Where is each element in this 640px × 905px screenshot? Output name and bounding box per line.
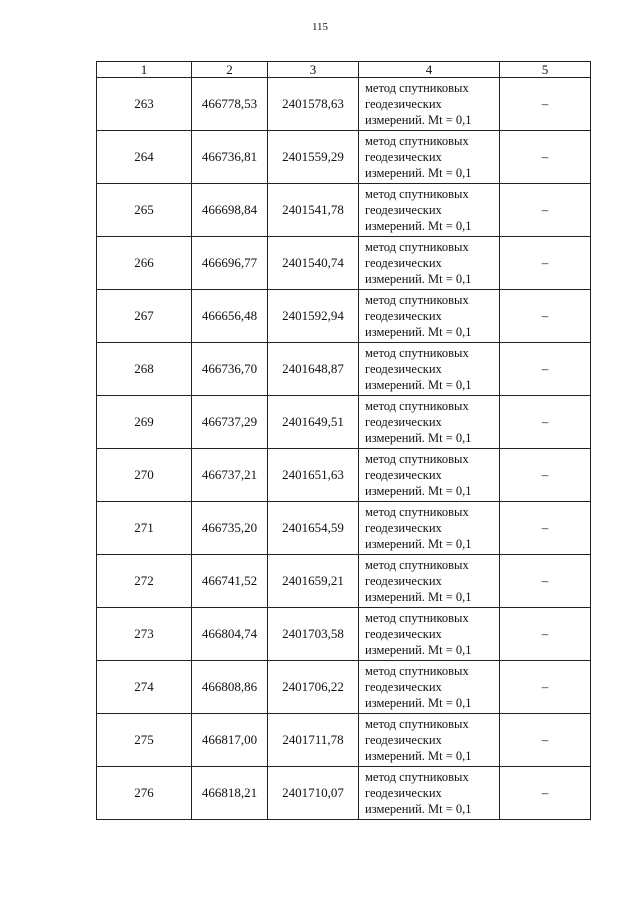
y-coordinate-cell: 2401651,63 — [268, 449, 359, 502]
page-number: 115 — [311, 21, 329, 33]
method-line: метод спутниковых — [365, 134, 469, 148]
method-line: измерений. Mt = 0,1 — [365, 378, 472, 392]
column-header: 2 — [192, 62, 268, 78]
x-coordinate-cell: 466817,00 — [192, 714, 268, 767]
method-line: метод спутниковых — [365, 664, 469, 678]
method-line: геодезических — [365, 733, 442, 747]
method-line: метод спутниковых — [365, 240, 469, 254]
method-line: измерений. Mt = 0,1 — [365, 219, 472, 233]
y-coordinate-cell: 2401540,74 — [268, 237, 359, 290]
method-cell — [359, 78, 500, 131]
method-line: геодезических — [365, 203, 442, 217]
method-cell — [359, 714, 500, 767]
note-cell: – — [500, 184, 591, 237]
method-cell — [359, 184, 500, 237]
method-line: метод спутниковых — [365, 558, 469, 572]
method-cell — [359, 396, 500, 449]
method-line: метод спутниковых — [365, 770, 469, 784]
note-cell: – — [500, 555, 591, 608]
point-number-cell: 269 — [97, 396, 192, 449]
method-line: геодезических — [365, 627, 442, 641]
x-coordinate-cell: 466736,70 — [192, 343, 268, 396]
method-cell — [359, 237, 500, 290]
y-coordinate-cell: 2401559,29 — [268, 131, 359, 184]
x-coordinate-cell: 466818,21 — [192, 767, 268, 820]
y-coordinate-cell: 2401710,07 — [268, 767, 359, 820]
y-coordinate-cell: 2401711,78 — [268, 714, 359, 767]
method-line: геодезических — [365, 256, 442, 270]
x-coordinate-cell: 466737,21 — [192, 449, 268, 502]
method-line: измерений. Mt = 0,1 — [365, 802, 472, 816]
table-row — [97, 449, 591, 502]
y-coordinate-cell: 2401654,59 — [268, 502, 359, 555]
point-number-cell: 273 — [97, 608, 192, 661]
method-cell — [359, 131, 500, 184]
y-coordinate-cell: 2401541,78 — [268, 184, 359, 237]
note-cell: – — [500, 78, 591, 131]
method-line: геодезических — [365, 97, 442, 111]
table-header-row — [97, 62, 591, 78]
y-coordinate-cell: 2401578,63 — [268, 78, 359, 131]
x-coordinate-cell: 466736,81 — [192, 131, 268, 184]
table-row — [97, 184, 591, 237]
x-coordinate-cell: 466804,74 — [192, 608, 268, 661]
method-line: измерений. Mt = 0,1 — [365, 113, 472, 127]
method-cell — [359, 661, 500, 714]
method-line: геодезических — [365, 521, 442, 535]
x-coordinate-cell: 466698,84 — [192, 184, 268, 237]
note-cell: – — [500, 290, 591, 343]
method-line: метод спутниковых — [365, 611, 469, 625]
note-cell: – — [500, 343, 591, 396]
table-row — [97, 131, 591, 184]
table-body — [97, 78, 591, 820]
method-line: геодезических — [365, 680, 442, 694]
method-cell — [359, 290, 500, 343]
table-row — [97, 237, 591, 290]
x-coordinate-cell: 466656,48 — [192, 290, 268, 343]
table-row — [97, 502, 591, 555]
method-line: метод спутниковых — [365, 399, 469, 413]
method-line: метод спутниковых — [365, 452, 469, 466]
method-line: метод спутниковых — [365, 187, 469, 201]
method-cell — [359, 502, 500, 555]
point-number-cell: 272 — [97, 555, 192, 608]
y-coordinate-cell: 2401649,51 — [268, 396, 359, 449]
note-cell: – — [500, 502, 591, 555]
table-row — [97, 78, 591, 131]
x-coordinate-cell: 466778,53 — [192, 78, 268, 131]
method-line: измерений. Mt = 0,1 — [365, 325, 472, 339]
point-number-cell: 268 — [97, 343, 192, 396]
point-number-cell: 263 — [97, 78, 192, 131]
method-cell — [359, 343, 500, 396]
method-cell — [359, 449, 500, 502]
method-line: геодезических — [365, 468, 442, 482]
method-line: измерений. Mt = 0,1 — [365, 537, 472, 551]
note-cell: – — [500, 714, 591, 767]
x-coordinate-cell: 466808,86 — [192, 661, 268, 714]
table-row — [97, 608, 591, 661]
method-line: геодезических — [365, 150, 442, 164]
note-cell: – — [500, 449, 591, 502]
y-coordinate-cell: 2401703,58 — [268, 608, 359, 661]
method-line: измерений. Mt = 0,1 — [365, 431, 472, 445]
method-line: геодезических — [365, 574, 442, 588]
coordinates-table — [96, 61, 591, 820]
note-cell: – — [500, 131, 591, 184]
method-line: метод спутниковых — [365, 293, 469, 307]
method-cell — [359, 608, 500, 661]
point-number-cell: 265 — [97, 184, 192, 237]
point-number-cell: 271 — [97, 502, 192, 555]
note-cell: – — [500, 608, 591, 661]
method-line: измерений. Mt = 0,1 — [365, 272, 472, 286]
table-row — [97, 396, 591, 449]
note-cell: – — [500, 767, 591, 820]
method-line: измерений. Mt = 0,1 — [365, 696, 472, 710]
table-row — [97, 555, 591, 608]
table-row — [97, 714, 591, 767]
table-row — [97, 767, 591, 820]
note-cell: – — [500, 237, 591, 290]
method-line: измерений. Mt = 0,1 — [365, 166, 472, 180]
point-number-cell: 275 — [97, 714, 192, 767]
point-number-cell: 264 — [97, 131, 192, 184]
column-header: 5 — [500, 62, 591, 78]
y-coordinate-cell: 2401648,87 — [268, 343, 359, 396]
table-row — [97, 661, 591, 714]
note-cell: – — [500, 661, 591, 714]
method-line: геодезических — [365, 415, 442, 429]
point-number-cell: 274 — [97, 661, 192, 714]
column-header: 3 — [268, 62, 359, 78]
table-row — [97, 290, 591, 343]
x-coordinate-cell: 466735,20 — [192, 502, 268, 555]
method-cell — [359, 767, 500, 820]
point-number-cell: 270 — [97, 449, 192, 502]
y-coordinate-cell: 2401706,22 — [268, 661, 359, 714]
method-line: метод спутниковых — [365, 505, 469, 519]
method-line: метод спутниковых — [365, 81, 469, 95]
point-number-cell: 276 — [97, 767, 192, 820]
table-row — [97, 343, 591, 396]
method-line: измерений. Mt = 0,1 — [365, 484, 472, 498]
method-line: метод спутниковых — [365, 717, 469, 731]
point-number-cell: 267 — [97, 290, 192, 343]
x-coordinate-cell: 466696,77 — [192, 237, 268, 290]
x-coordinate-cell: 466741,52 — [192, 555, 268, 608]
column-header: 1 — [97, 62, 192, 78]
x-coordinate-cell: 466737,29 — [192, 396, 268, 449]
method-cell — [359, 555, 500, 608]
method-line: измерений. Mt = 0,1 — [365, 643, 472, 657]
method-line: метод спутниковых — [365, 346, 469, 360]
column-header: 4 — [359, 62, 500, 78]
note-cell: – — [500, 396, 591, 449]
method-line: измерений. Mt = 0,1 — [365, 749, 472, 763]
point-number-cell: 266 — [97, 237, 192, 290]
method-line: измерений. Mt = 0,1 — [365, 590, 472, 604]
method-line: геодезических — [365, 309, 442, 323]
y-coordinate-cell: 2401659,21 — [268, 555, 359, 608]
method-line: геодезических — [365, 786, 442, 800]
y-coordinate-cell: 2401592,94 — [268, 290, 359, 343]
method-line: геодезических — [365, 362, 442, 376]
